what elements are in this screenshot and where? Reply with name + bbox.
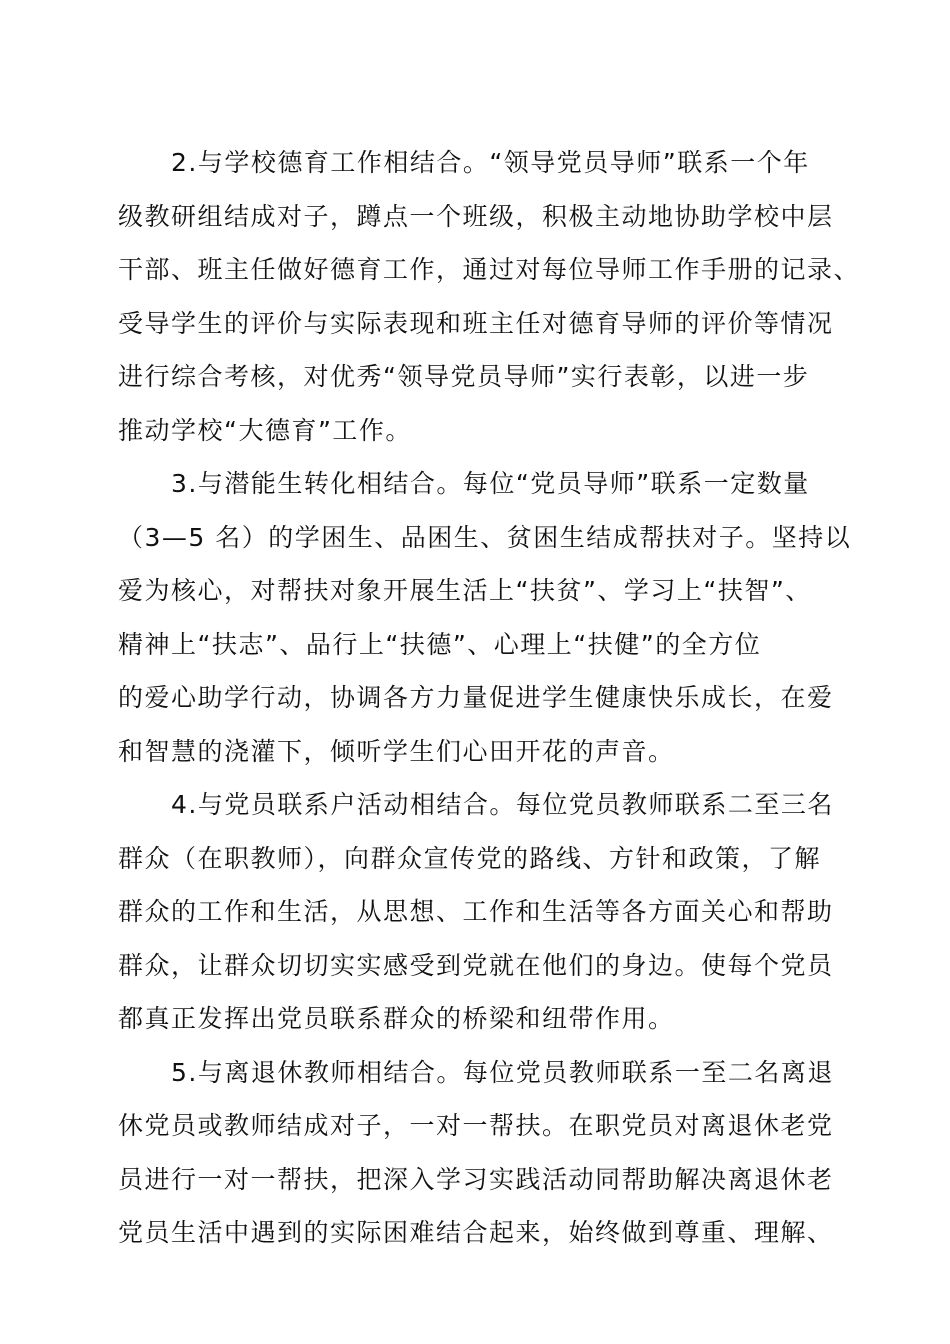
paragraph-line: 爱为核心，对帮扶对象开展生活上“扶贫”、学习上“扶智”、 (118, 576, 812, 605)
paragraph-line: 进行综合考核，对优秀“领导党员导师”实行表彰，以进一步 (118, 362, 810, 391)
paragraph-line: 精神上“扶志”、品行上“扶德”、心理上“扶健”的全方位 (118, 629, 762, 659)
paragraph-line: 群众的工作和生活，从思想、工作和生活等各方面关心和帮助 (118, 897, 834, 926)
paragraph-line: 群众（在职教师），向群众宣传党的路线、方针和政策，了解 (118, 843, 822, 873)
paragraph-line: 5.与离退休教师相结合。每位党员教师联系一至二名离退 (171, 1057, 834, 1087)
paragraph-line: 休党员或教师结成对子，一对一帮扶。在职党员对离退休老党 (118, 1111, 834, 1140)
paragraph-line: 干部、班主任做好德育工作，通过对每位导师工作手册的记录、 (118, 255, 861, 284)
paragraph-line: 和智慧的浇灌下，倾听学生们心田开花的声音。 (118, 736, 675, 766)
paragraph-3 (118, 778, 833, 1046)
paragraph-line: （3—5 名）的学困生、品困生、贫困生结成帮扶对子。坚持以 (118, 522, 852, 552)
paragraph-line: 2.与学校德育工作相结合。“领导党员导师”联系一个年 (171, 148, 810, 177)
paragraph-line: 3.与潜能生转化相结合。每位“党员导师”联系一定数量 (171, 469, 810, 498)
paragraph-1 (118, 136, 861, 457)
paragraph-line: 都真正发挥出党员联系群众的桥梁和纽带作用。 (118, 1004, 675, 1033)
paragraph-line: 群众，让群众切切实实感受到党就在他们的身边。使每个党员 (118, 950, 834, 980)
paragraph-4 (118, 1046, 833, 1260)
paragraph-line: 4.与党员联系户活动相结合。每位党员教师联系二至三名 (171, 790, 834, 819)
paragraph-line: 受导学生的评价与实际表现和班主任对德育导师的评价等情况 (118, 308, 834, 338)
paragraph-line: 推动学校“大德育”工作。 (118, 415, 412, 445)
paragraph-2 (118, 457, 852, 778)
document-body (118, 136, 861, 1260)
paragraph-line: 员进行一对一帮扶，把深入学习实践活动同帮助解决离退休老 (118, 1164, 834, 1194)
paragraph-line: 的爱心助学行动，协调各方力量促进学生健康快乐成长，在爱 (118, 683, 834, 712)
paragraph-line: 级教研组结成对子，蹲点一个班级，积极主动地协助学校中层 (118, 201, 834, 231)
paragraph-line: 党员生活中遇到的实际困难结合起来，始终做到尊重、理解、 (118, 1218, 834, 1247)
